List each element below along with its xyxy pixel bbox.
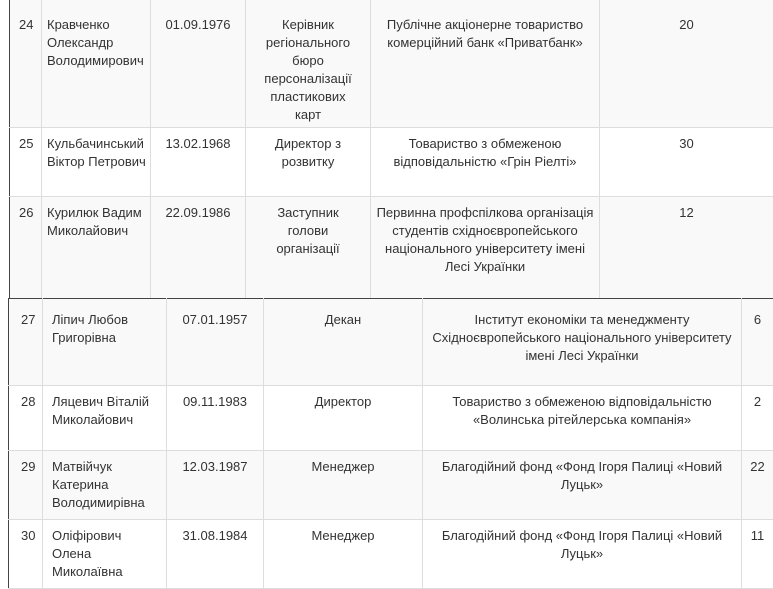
organization: Інститут економіки та менеджменту Східноєвропейського національного університету імені Лесі Українки <box>423 299 742 386</box>
table-row <box>9 451 773 520</box>
organization: Публічне акціонерне товариство комерційний банк «Приватбанк» <box>371 0 600 128</box>
value: 6 <box>742 299 773 386</box>
birth-date: 12.03.1987 <box>167 451 264 520</box>
person-name: Лiпич Любов Григорiвна <box>43 299 167 386</box>
table-row <box>9 520 773 589</box>
person-name: Оліфірович Олена Миколаївна <box>43 520 167 589</box>
row-number: 26 <box>10 197 42 299</box>
birth-date: 13.02.1968 <box>151 128 246 197</box>
organization: Благодійний фонд «Фонд Ігоря Палиці «Новий Луцьк» <box>423 451 742 520</box>
value: 22 <box>742 451 773 520</box>
birth-date: 22.09.1986 <box>151 197 246 299</box>
row-number: 24 <box>10 0 42 128</box>
birth-date: 31.08.1984 <box>167 520 264 589</box>
value: 2 <box>742 386 773 451</box>
birth-date: 07.01.1957 <box>167 299 264 386</box>
person-name: Ляцевич Віталій Миколайович <box>43 386 167 451</box>
job-position: Менеджер <box>264 520 423 589</box>
person-name: Матвійчук Катерина Володимирівна <box>43 451 167 520</box>
row-number: 28 <box>9 386 43 451</box>
table-row <box>10 128 773 197</box>
job-position: Декан <box>264 299 423 386</box>
organization: Товариство з обмеженою відповідальністю «Волинська рітейлерська компанія» <box>423 386 742 451</box>
organization: Первинна профспілкова організація студентів східноєвропейського національного університету імені Лесі Українки <box>371 197 600 299</box>
row-number: 27 <box>9 299 43 386</box>
members-table-bottom <box>8 298 773 589</box>
value: 12 <box>600 197 773 299</box>
table-row <box>9 299 773 386</box>
row-number: 25 <box>10 128 42 197</box>
value: 11 <box>742 520 773 589</box>
job-position: Директор з розвитку <box>246 128 371 197</box>
value: 30 <box>600 128 773 197</box>
members-table-top <box>9 0 773 299</box>
job-position: Заступник голови організації <box>246 197 371 299</box>
organization: Товариство з обмеженою відповідальністю «Грін Ріелті» <box>371 128 600 197</box>
row-number: 29 <box>9 451 43 520</box>
value: 20 <box>600 0 773 128</box>
person-name: Кравченко Олександр Володимирович <box>42 0 151 128</box>
job-position: Менеджер <box>264 451 423 520</box>
table-row <box>10 0 773 128</box>
job-position: Керівник регіонального бюро персоналізації пластикових карт <box>246 0 371 128</box>
birth-date: 09.11.1983 <box>167 386 264 451</box>
person-name: Курилюк Вадим Миколайович <box>42 197 151 299</box>
table-row <box>9 386 773 451</box>
person-name: Кульбачинський Віктор Петрович <box>42 128 151 197</box>
organization: Благодійний фонд «Фонд Ігоря Палиці «Новий Луцьк» <box>423 520 742 589</box>
table-row <box>10 197 773 299</box>
row-number: 30 <box>9 520 43 589</box>
birth-date: 01.09.1976 <box>151 0 246 128</box>
job-position: Директор <box>264 386 423 451</box>
